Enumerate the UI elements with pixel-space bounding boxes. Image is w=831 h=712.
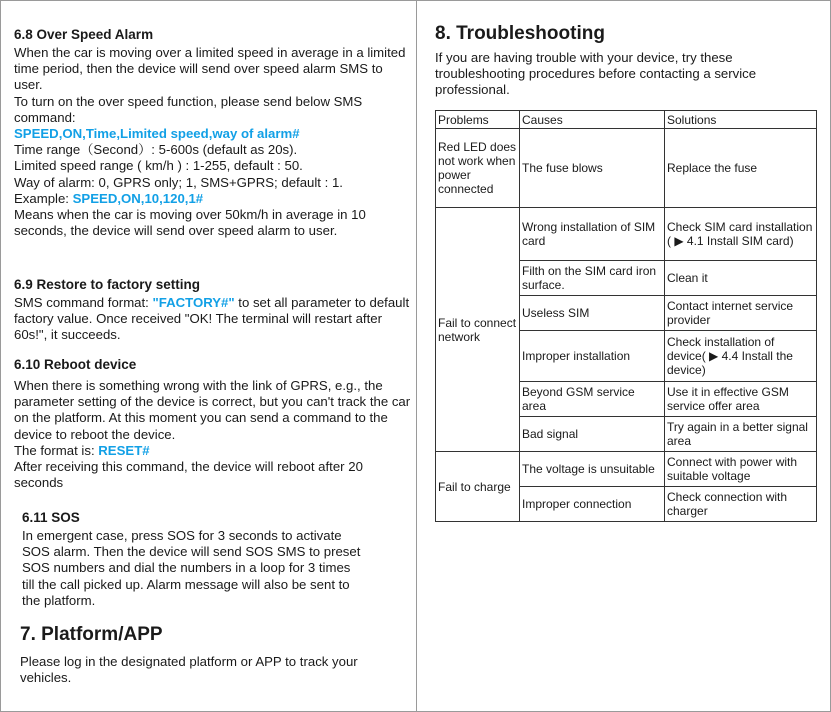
column-divider — [416, 0, 417, 712]
paragraph: When the car is moving over a limited speed in average in a limited time period, then the device will send over speed alarm SMS to user. — [14, 45, 406, 93]
example-line — [14, 191, 412, 207]
paragraph: When there is something wrong with the link of GPRS, e.g., the parameter setting of the device is correct, but you can't track the car on the platform. At this moment you can send a command to the device to reboot the device. — [14, 378, 411, 442]
sms-command: RESET# — [98, 442, 150, 458]
cause-cell: Beyond GSM service area — [520, 382, 665, 417]
sms-command: SPEED,ON,Time,Limited speed,way of alarm# — [14, 126, 300, 142]
cause-cell: Bad signal — [520, 417, 665, 452]
section-factory-restore — [14, 277, 412, 344]
problem-cell: Fail to charge — [436, 452, 520, 522]
column-header: Solutions — [665, 111, 817, 129]
table-row — [436, 452, 817, 487]
section-reboot-device — [14, 357, 412, 491]
section-title: 6.9 Restore to factory setting — [14, 277, 201, 292]
cause-cell: Improper connection — [520, 487, 665, 522]
format-line — [14, 443, 412, 459]
problem-cell: Fail to connect network — [436, 208, 520, 452]
text-run: SMS command format: — [14, 295, 153, 310]
paragraph: To turn on the over speed function, please send below SMS command: — [14, 93, 363, 125]
time-range-text: Time range（Second）: 5-600s (default as 20s). — [14, 142, 298, 158]
paragraph: After receiving this command, the device will reboot after 20 seconds — [14, 459, 363, 491]
column-header: Problems — [436, 111, 520, 129]
paragraph: Please log in the designated platform or APP to track your vehicles. — [20, 654, 358, 686]
intro-paragraph: If you are having trouble with your device, try these troubleshooting procedures before contacting a service professional. — [435, 50, 757, 98]
text-run: The format is: — [14, 442, 99, 458]
paragraph: Means when the car is moving over 50km/h in average in 10 seconds, the device will send over speed alarm to user. — [14, 207, 366, 239]
section-sos — [22, 510, 362, 609]
cause-cell: Improper installation — [520, 331, 665, 382]
section-troubleshooting — [435, 23, 815, 99]
solution-cell: Replace the fuse — [665, 129, 817, 208]
example-label: Example: — [14, 190, 73, 206]
cause-cell: The voltage is unsuitable — [520, 452, 665, 487]
paragraph — [14, 295, 412, 344]
section-title: 6.11 SOS — [22, 510, 80, 525]
section-title: 6.10 Reboot device — [14, 357, 137, 372]
cause-cell: Filth on the SIM card iron surface. — [520, 261, 665, 296]
solution-cell: Try again in a better signal area — [665, 417, 817, 452]
solution-cell: Check installation of device( ▶ 4.4 Install the device) — [665, 331, 817, 382]
solution-cell: Use it in effective GSM service offer area — [665, 382, 817, 417]
section-title: 7. Platform/APP — [20, 624, 163, 645]
paragraph: In emergent case, press SOS for 3 seconds to activate SOS alarm. Then the device will send SOS SMS to preset SOS numbers and dial the numbers in a loop for 3 times till the call picked up. Alarm message will also be sent to the platform. — [22, 528, 361, 608]
alarm-way-text: Way of alarm: 0, GPRS only; 1, SMS+GPRS; default : 1. — [14, 174, 343, 190]
solution-cell: Check SIM card installation ( ▶ 4.1 Install SIM card) — [665, 208, 817, 261]
solution-cell: Check connection with charger — [665, 487, 817, 522]
text-run: to set all parameter to default factory value. Once received "OK! The terminal will restart after 60s!", it succeeds. — [14, 295, 410, 343]
table-row — [436, 208, 817, 261]
cause-cell: Wrong installation of SIM card — [520, 208, 665, 261]
sms-command: "FACTORY#" — [152, 295, 235, 310]
section-title: 6.8 Over Speed Alarm — [14, 27, 154, 42]
section-over-speed-alarm — [14, 27, 412, 239]
page-title: 8. Troubleshooting — [435, 23, 605, 44]
troubleshooting-table — [435, 110, 817, 522]
solution-cell: Clean it — [665, 261, 817, 296]
speed-range-text: Limited speed range ( km/h ) : 1-255, default : 50. — [14, 158, 303, 174]
section-platform-app — [20, 624, 370, 686]
table-row — [436, 129, 817, 208]
solution-cell: Contact internet service provider — [665, 296, 817, 331]
example-command: SPEED,ON,10,120,1# — [72, 190, 204, 206]
cause-cell: The fuse blows — [520, 129, 665, 208]
problem-cell: Red LED does not work when power connected — [436, 129, 520, 208]
cause-cell: Useless SIM — [520, 296, 665, 331]
column-header: Causes — [520, 111, 665, 129]
solution-cell: Connect with power with suitable voltage — [665, 452, 817, 487]
table-header-row — [436, 111, 817, 129]
